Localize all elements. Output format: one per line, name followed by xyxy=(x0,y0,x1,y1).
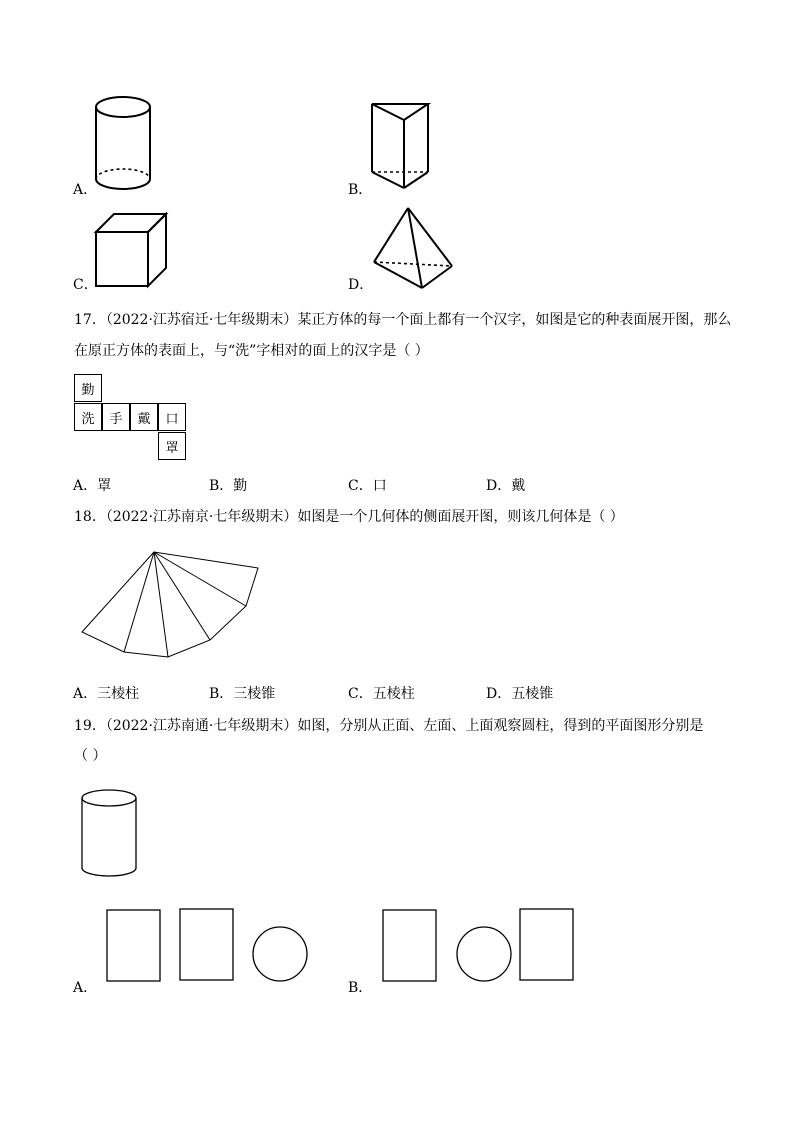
cylinder-small-figure xyxy=(80,788,140,878)
q16-option-a[interactable]: A． xyxy=(73,182,98,198)
net-cell-row-2: 手 xyxy=(102,403,130,431)
net-cell-row-4: 口 xyxy=(158,403,186,431)
net-cell-bottom: 罩 xyxy=(158,432,186,460)
q19-option-b[interactable]: B． xyxy=(348,980,373,996)
q17-option-b[interactable]: B．勤 xyxy=(209,478,248,494)
triangular-prism-figure xyxy=(368,100,432,196)
cube-figure xyxy=(94,212,168,290)
q16-option-d[interactable]: D． xyxy=(348,277,374,293)
q16-option-b[interactable]: B． xyxy=(348,182,373,198)
q19-option-a-shapes xyxy=(106,908,311,982)
net-cell-top: 勤 xyxy=(74,374,102,402)
q17-stem-line2: 在原正方体的表面上，与“洗”字相对的面上的汉字是（ ） xyxy=(74,343,429,359)
q19-stem-line1: 19．（2022·江苏南通·七年级期末）如图，分别从正面、左面、上面观察圆柱，得到的平面图形分别是 xyxy=(74,718,704,734)
cylinder-figure xyxy=(92,95,154,193)
lateral-net-figure xyxy=(80,550,262,662)
q19-option-b-shapes xyxy=(382,908,577,982)
q16-option-c[interactable]: C． xyxy=(73,277,98,293)
q18-option-d[interactable]: D．五棱锥 xyxy=(486,686,554,702)
q19-option-a[interactable]: A． xyxy=(73,980,98,996)
cube-net xyxy=(74,374,186,460)
q19-stem-line2: （ ） xyxy=(74,748,107,764)
q17-option-c[interactable]: C．口 xyxy=(348,478,387,494)
q18-option-b[interactable]: B．三棱锥 xyxy=(209,686,276,702)
net-cell-row-1: 洗 xyxy=(74,403,102,431)
net-cell-row-3: 戴 xyxy=(130,403,158,431)
q17-stem-line1: 17．（2022·江苏宿迁·七年级期末）某正方体的每一个面上都有一个汉字，如图是它的种表面展开图，那么 xyxy=(74,312,732,328)
q18-option-c[interactable]: C．五棱柱 xyxy=(348,686,415,702)
pyramid-figure xyxy=(372,206,454,292)
q18-option-a[interactable]: A．三棱柱 xyxy=(73,686,140,702)
q17-option-d[interactable]: D．戴 xyxy=(486,478,526,494)
q17-option-a[interactable]: A．罩 xyxy=(73,478,112,494)
q18-stem-line1: 18．（2022·江苏南京·七年级期末）如图是一个几何体的侧面展开图，则该几何体是（ ） xyxy=(74,509,624,525)
